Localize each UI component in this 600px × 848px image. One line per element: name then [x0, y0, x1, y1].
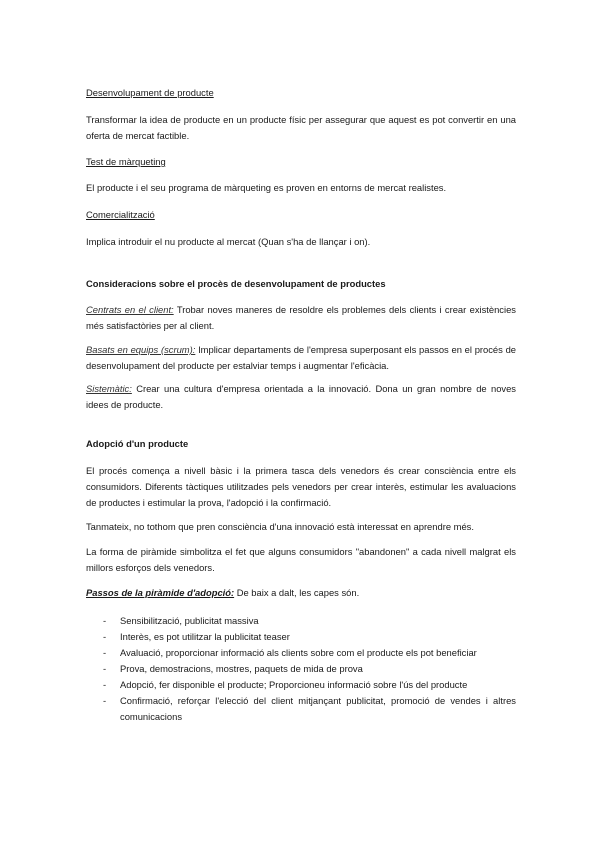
adoption-heading: Adopció d'un producte [86, 438, 189, 449]
steps-list [86, 613, 516, 725]
list-item: - Sensibilització, publicitat massiva [86, 613, 516, 629]
list-item: - Interès, es pot utilitzar la publicitat teaser [86, 629, 516, 645]
steps-intro-text: De baix a dalt, les capes són. [234, 587, 360, 598]
adoption-paragraph-3: La forma de piràmide simbolitza el fet que alguns consumidors "abandonen" a cada nivell malgrat els millors esforços dels venedors. [86, 546, 516, 573]
consideration-text: Crear una cultura d'empresa orientada a la innovació. Dona un gran nombre de noves idees de producte. [86, 383, 516, 410]
test-heading: Test de màrqueting [86, 156, 166, 167]
considerations-heading: Consideracions sobre el procès de desenvolupament de productes [86, 278, 386, 289]
consideration-text: Trobar noves maneres de resoldre els problemes dels clients i crear existències més satisfactòries per al client. [86, 304, 516, 331]
list-item: - Avaluació, proporcionar informació als clients sobre com el producte els pot beneficiar [86, 645, 516, 661]
consideration-term: Centrats en el client: [86, 304, 174, 315]
steps-label: Passos de la piràmide d'adopció: [86, 587, 235, 598]
consideration-term: Basats en equips (scrum): [86, 344, 196, 355]
adoption-paragraph-2: Tanmateix, no tothom que pren consciència d'una innovació està interessat en aprendre més. [86, 521, 474, 532]
bullet-dash: - [103, 663, 107, 674]
comm-text: Implica introduir el nu producte al mercat (Quan s'ha de llançar i on). [86, 236, 371, 247]
bullet-dash: - [103, 631, 107, 642]
comm-heading: Comercialització [86, 209, 155, 220]
steps-intro [86, 585, 516, 601]
bullet-dash: - [103, 615, 107, 626]
steps-list-container [86, 613, 516, 725]
consideration-item-systematic [86, 381, 516, 413]
list-item: - Adopció, fer disponible el producte; Proporcioneu informació sobre l'ús del producte [86, 677, 516, 693]
bullet-dash: - [103, 679, 107, 690]
consideration-item-client [86, 302, 516, 334]
list-item: - Confirmació, reforçar l'elecció del client mitjançant publicitat, promoció de vendes i altres comunicacions [103, 695, 516, 722]
dev-heading: Desenvolupament de producte [86, 87, 214, 98]
dev-text: Transformar la idea de producte en un producte físic per assegurar que aquest es pot convertir en una oferta de mercat factible. [86, 114, 516, 141]
consideration-item-teams [86, 342, 516, 374]
consideration-text: Implicar departaments de l'empresa superposant els passos en el procés de desenvolupament del producte per estalviar temps i augmentar l'eficàcia. [86, 344, 516, 371]
consideration-term: Sistemàtic: [86, 383, 132, 394]
bullet-dash: - [103, 695, 107, 706]
test-text: El producte i el seu programa de màrqueting es proven en entorns de mercat realistes. [86, 182, 447, 193]
list-item: - Prova, demostracions, mostres, paquets de mida de prova [86, 661, 516, 677]
bullet-dash: - [103, 647, 107, 658]
adoption-paragraph-1: El procés comença a nivell bàsic i la primera tasca dels venedors és crear consciència entre els consumidors. Diferents tàctiques utilitzades pels venedors per crear interès, estimular les avaluacions de productes i estimular la prova, l'adopció i la confirmació. [86, 465, 516, 508]
